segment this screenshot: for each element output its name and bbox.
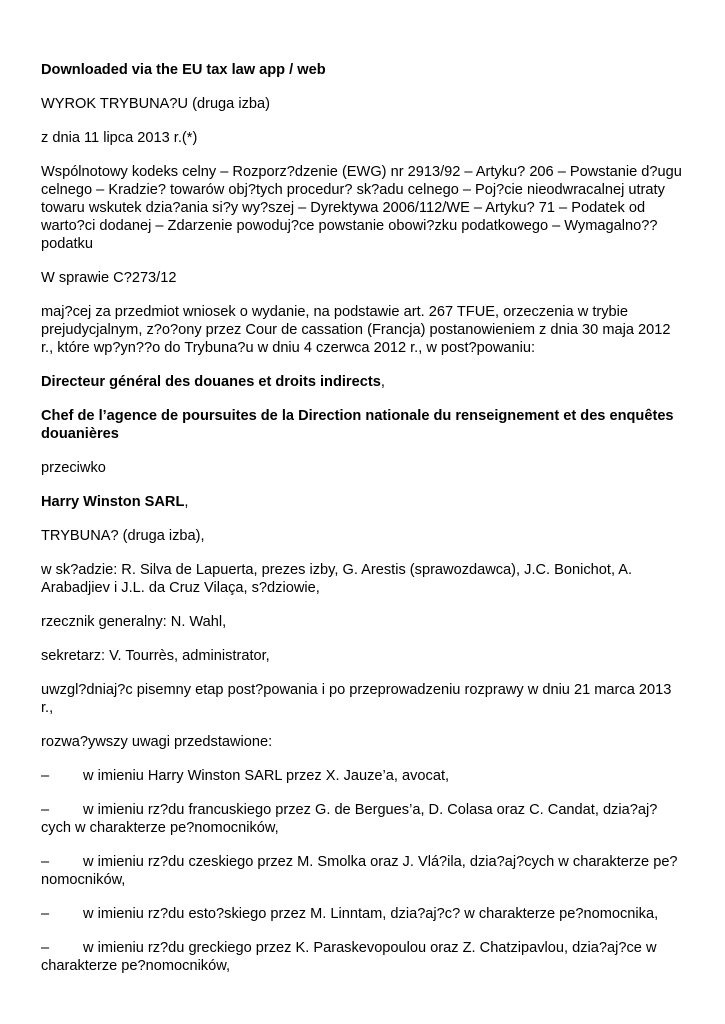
list-item-text: w imieniu rz?du esto?skiego przez M. Linntam, dzia?aj?c? w charakterze pe?nomocnika, bbox=[83, 906, 659, 922]
list-item-text: w imieniu rz?du francuskiego przez G. de Bergues’a, D. Colasa oraz C. Candat, dzia?aj?cych w charakterze pe?nomocników, bbox=[41, 802, 658, 836]
observations-intro: rozwa?ywszy uwagi przedstawione: bbox=[41, 734, 273, 750]
party-applicant-1-suffix: , bbox=[380, 374, 385, 390]
list-item bbox=[41, 939, 686, 975]
list-item-text: w imieniu rz?du greckiego przez K. Paraskevopoulou oraz Z. Chatzipavlou, dzia?aj?ce w charakterze pe?nomocników, bbox=[41, 940, 657, 974]
dash-mark: – bbox=[41, 940, 50, 956]
list-item bbox=[41, 905, 686, 923]
advocate-general: rzecznik generalny: N. Wahl, bbox=[41, 614, 227, 630]
subject: maj?cej za przedmiot wniosek o wydanie, na podstawie art. 267 TFUE, orzeczenia w trybie prejudycjalnym, z?o?ony przez Cour de cassation (Francja) postanowieniem z dnia 30 maja 2012 r., które wp?yn??o do Trybuna?u w dniu 4 czerwca 2012 r., w post?powaniu: bbox=[41, 304, 671, 356]
dash-mark: – bbox=[41, 906, 50, 922]
list-item-text: w imieniu Harry Winston SARL przez X. Jauze’a, avocat, bbox=[83, 768, 450, 784]
document-page bbox=[41, 61, 686, 991]
registrar: sekretarz: V. Tourrès, administrator, bbox=[41, 648, 270, 664]
list-item bbox=[41, 853, 686, 889]
court-name: TRYBUNA? (druga izba), bbox=[41, 528, 205, 544]
party-applicant-1-name: Directeur général des douanes et droits indirects bbox=[41, 374, 381, 390]
party-defendant-name: Harry Winston SARL bbox=[41, 494, 185, 510]
case-number: W sprawie C?273/12 bbox=[41, 270, 177, 286]
court-composition: w sk?adzie: R. Silva de Lapuerta, prezes izby, G. Arestis (sprawozdawca), J.C. Bonichot, A. Arabadjiev i J.L. da Cruz Vilaça, s?dziowie, bbox=[41, 562, 633, 596]
dash-mark: – bbox=[41, 802, 50, 818]
list-item-text: w imieniu rz?du czeskiego przez M. Smolka oraz J. Vlá?ila, dzia?aj?cych w charakterze pe?nomocników, bbox=[41, 854, 678, 888]
procedure: uwzgl?dniaj?c pisemny etap post?powania i po przeprowadzeniu rozprawy w dniu 21 marca 2013 r., bbox=[41, 682, 672, 716]
party-applicant-2: Chef de l’agence de poursuites de la Direction nationale du renseignement et des enquêtes douanières bbox=[41, 408, 674, 442]
dash-mark: – bbox=[41, 854, 50, 870]
party-defendant bbox=[41, 493, 686, 511]
list-item bbox=[41, 767, 686, 785]
party-defendant-suffix: , bbox=[184, 494, 189, 510]
source-header: Downloaded via the EU tax law app / web bbox=[41, 62, 326, 78]
list-item bbox=[41, 801, 686, 837]
judgment-date: z dnia 11 lipca 2013 r.(*) bbox=[41, 130, 198, 146]
versus: przeciwko bbox=[41, 460, 106, 476]
judgment-title: WYROK TRYBUNA?U (druga izba) bbox=[41, 96, 270, 112]
keywords: Wspólnotowy kodeks celny – Rozporz?dzenie (EWG) nr 2913/92 – Artyku? 206 – Powstanie d?ugu celnego – Kradzie? towarów obj?tych procedur? sk?adu celnego – Poj?cie nieodwracalnej utraty towaru wskutek dzia?ania si?y wy?szej – Dyrektywa 2006/112/WE – Artyku? 71 – Podatek od warto?ci dodanej – Zdarzenie powoduj?ce powstanie obowi?zku podatkowego – Wymagalno?? podatku bbox=[41, 164, 682, 252]
party-applicant-1 bbox=[41, 373, 686, 391]
dash-mark: – bbox=[41, 768, 50, 784]
